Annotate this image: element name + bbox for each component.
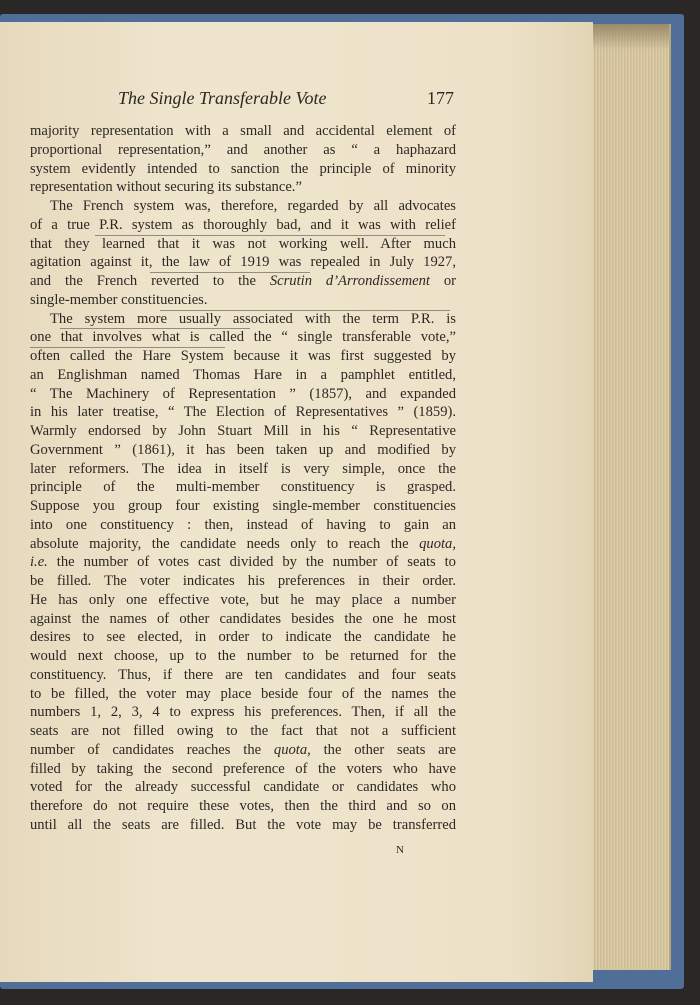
page-number: 177: [427, 88, 454, 108]
italic-term: i.e.: [30, 554, 48, 571]
text-line: Suppose you group four existing single-member constituencies: [30, 498, 456, 514]
text-line: “ The Machinery of Representation ” (1857), and expanded: [30, 385, 456, 402]
text-line: [30, 272, 456, 291]
italic-term: quota,: [273, 741, 311, 758]
text-line: later reformers. The idea in itself is very simple, once the: [30, 460, 456, 477]
text-line: to be filled, the voter may place beside four of the names the: [30, 685, 456, 702]
text-line: [30, 741, 456, 760]
text-line: voted for the already successful candidate or candidates who: [30, 779, 456, 796]
book-page: [0, 22, 593, 982]
text-line: be filled. The voter indicates his preferences in their order.: [30, 573, 456, 589]
text-line: Warmly endorsed by John Stuart Mill in his “ Representative: [30, 423, 456, 439]
text-line: [30, 535, 456, 554]
page-edges: [585, 24, 671, 970]
text-line: representation without securing its substance.”: [30, 179, 302, 196]
signature-mark: N: [396, 844, 404, 856]
pencil-underline: [150, 272, 310, 273]
text-line: majority representation with a small and accidental element of: [30, 123, 456, 139]
text-line: Government ” (1861), it has been taken up and modified by: [30, 441, 456, 458]
text-line: desires to see elected, in order to indicate the candidate he: [30, 629, 456, 646]
text-line: numbers 1, 2, 3, 4 to express his preferences. Then, if all the: [30, 704, 456, 721]
text-line: in his later treatise, “ The Election of Representatives ” (1859).: [30, 404, 456, 421]
text-fragment: the number of votes cast divided by the number of seats to: [56, 554, 456, 571]
running-title: The Single Transferable Vote: [118, 88, 327, 108]
text-line: principle of the multi-member constituency is grasped.: [30, 479, 456, 496]
text-line: often called the Hare System because it was first suggested by: [30, 348, 456, 364]
pencil-underline: [60, 328, 250, 329]
page-header: [118, 88, 454, 114]
text-line: The French system was, therefore, regarded by all advocates: [50, 198, 456, 214]
text-line: of a true P.R. system as thoroughly bad, and it was with relief: [30, 216, 456, 233]
text-line: until all the seats are filled. But the vote may be transferred: [30, 816, 456, 833]
text-line: against the names of other candidates besides the one he most: [30, 610, 456, 627]
text-fragment: absolute majority, the candidate needs only to reach the: [30, 535, 420, 552]
text-fragment: number of candidates reaches the: [30, 741, 274, 758]
text-line: constituency. Thus, if there are ten candidates and four seats: [30, 666, 456, 683]
text-fragment: and the French reverted to the: [30, 273, 270, 289]
text-line: single-member constituencies.: [30, 291, 208, 308]
text-line: seats are not filled owing to the fact that not a sufficient: [30, 723, 456, 739]
text-fragment: or: [429, 273, 457, 289]
text-line: system evidently intended to sanction the principle of minority: [30, 160, 456, 177]
text-line: The system more usually associated with the term P.R. is: [50, 310, 456, 327]
text-line: proportional representation,” and another as “ a haphazard: [30, 141, 456, 158]
italic-term: Scrutin d’Arrondissement: [269, 273, 430, 289]
text-line: into one constituency : then, instead of having to gain an: [30, 516, 456, 533]
text-line: one that involves what is called the “ single transferable vote,”: [30, 329, 456, 346]
text-line: therefore do not require these votes, then the third and so on: [30, 798, 456, 814]
body-text: [30, 122, 456, 835]
text-line: [30, 553, 456, 572]
text-line: that they learned that it was not working well. After much: [30, 235, 456, 252]
text-fragment: the other seats are: [310, 741, 456, 758]
text-line: He has only one effective vote, but he may place a number: [30, 591, 456, 608]
pencil-underline: [95, 235, 445, 236]
italic-term: quota,: [419, 535, 456, 552]
text-line: would next choose, up to the number to be returned for the: [30, 648, 456, 664]
pencil-underline: [30, 347, 225, 348]
pencil-underline: [160, 310, 450, 311]
text-line: an Englishman named Thomas Hare in a pamphlet entitled,: [30, 366, 456, 383]
text-line: agitation against it, the law of 1919 was repealed in July 1927,: [30, 254, 456, 271]
text-line: filled by taking the second preference of the voters who have: [30, 760, 456, 777]
